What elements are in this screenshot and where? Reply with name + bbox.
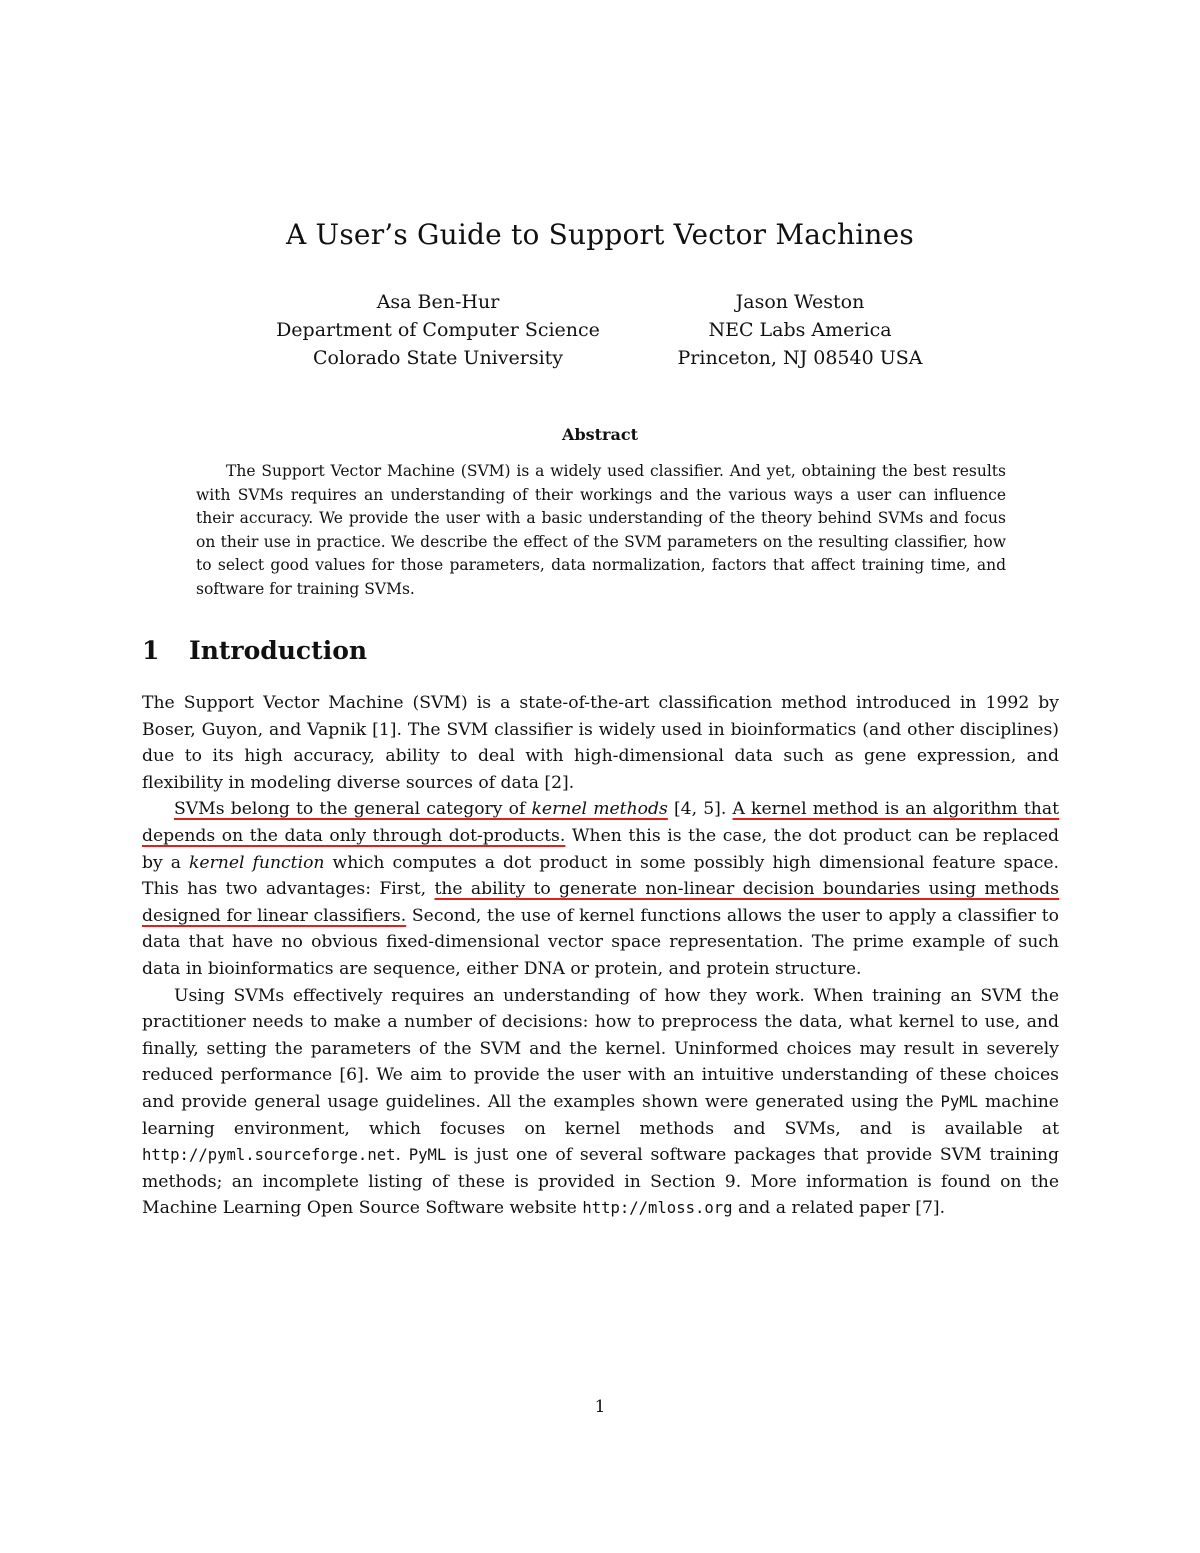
text-span: machine learning environment, which focuses on kernel methods and SVMs, and is available at <box>142 1091 1059 1139</box>
author-name: Asa Ben-Hur <box>376 291 500 313</box>
text-span: Using SVMs effectively requires an understanding of how they work. When training an SVM the practitioner needs to make a number of decisions: how to preprocess the data, what kernel to use, and finally, setting the parameters of the SVM and the kernel. Uninformed choices may result in severely reduced performance [6]. We aim to provide the user with an intuitive understanding of these choices and provide general usage guidelines. All the examples shown were generated using the <box>142 985 1059 1112</box>
section-number: 1 <box>142 636 160 665</box>
url-link[interactable]: http://mloss.org <box>582 1199 733 1218</box>
code-text: PyML <box>408 1146 447 1165</box>
author-affiliation: NEC Labs America <box>708 319 892 341</box>
code-text: PyML <box>940 1092 979 1111</box>
text-span: Second, the use of kernel functions allows the user to apply a classifier to data that have no obvious fixed-dimensional vector space representation. The prime example of such data in bioinformatics are sequence, either DNA or protein, and protein structure. <box>142 905 1059 979</box>
underlined-text: the ability to generate non-linear decision boundaries using methods designed for linear classifiers. <box>142 879 1059 926</box>
text-span: [4, 5]. <box>667 799 733 820</box>
author-affiliation: Department of Computer Science <box>276 319 600 341</box>
author-location: Princeton, NJ 08540 USA <box>677 347 923 369</box>
emphasis-text: kernel function <box>188 852 325 873</box>
paper-title: A User’s Guide to Support Vector Machines <box>286 218 914 251</box>
author-block-1 <box>238 288 638 372</box>
underlined-text <box>174 799 668 819</box>
page-number: 1 <box>594 1397 606 1417</box>
abstract-text: The Support Vector Machine (SVM) is a widely used classifier. And yet, obtaining the best results with SVMs requires an understanding of their workings and the various ways a user can influence their accuracy. We provide the user with a basic understanding of the theory behind SVMs and focus on their use in practice. We describe the effect of the SVM parameters on the resulting classifier, how to select good values for those parameters, data normalization, factors that affect training time, and software for training SVMs. <box>196 462 1006 598</box>
section-heading <box>142 636 367 665</box>
section-title: Introduction <box>189 636 368 665</box>
emphasis-text: kernel methods <box>531 799 668 820</box>
underlined-text: A kernel method is an algorithm that depends on the data only through dot-products. <box>142 799 1060 846</box>
paragraph-3 <box>142 983 1059 1222</box>
text-span: SVMs belong to the general category of <box>174 799 532 820</box>
paragraph-1: The Support Vector Machine (SVM) is a state-of-the-art classification method introduced in 1992 by Boser, Guyon, and Vapnik [1]. The SVM classifier is widely used in bioinformatics (and other disciplines) due to its high accuracy, ability to deal with high-dimensional data such as gene expression, and flexibility in modeling diverse sources of data [2]. <box>142 693 1059 793</box>
text-span: When this is the case, the dot product can be replaced by a <box>142 825 1059 873</box>
text-span: and a related paper [7]. <box>732 1198 946 1219</box>
abstract-heading: Abstract <box>562 425 638 444</box>
author-location: Colorado State University <box>312 347 564 369</box>
text-span: which computes a dot product in some possibly high dimensional feature space. This has two advantages: First, <box>142 852 1060 900</box>
url-link[interactable]: http://pyml.sourceforge.net <box>142 1146 396 1165</box>
text-span: . <box>395 1145 409 1166</box>
paragraph-2 <box>142 796 1059 982</box>
author-name: Jason Weston <box>735 291 865 313</box>
text-span: is just one of several software packages that provide SVM training methods; an incomplete listing of these is provided in Section 9. More information is found on the Machine Learning Open Source Software website <box>142 1145 1059 1219</box>
section-body <box>142 690 1059 1222</box>
author-block-2 <box>600 288 1000 372</box>
